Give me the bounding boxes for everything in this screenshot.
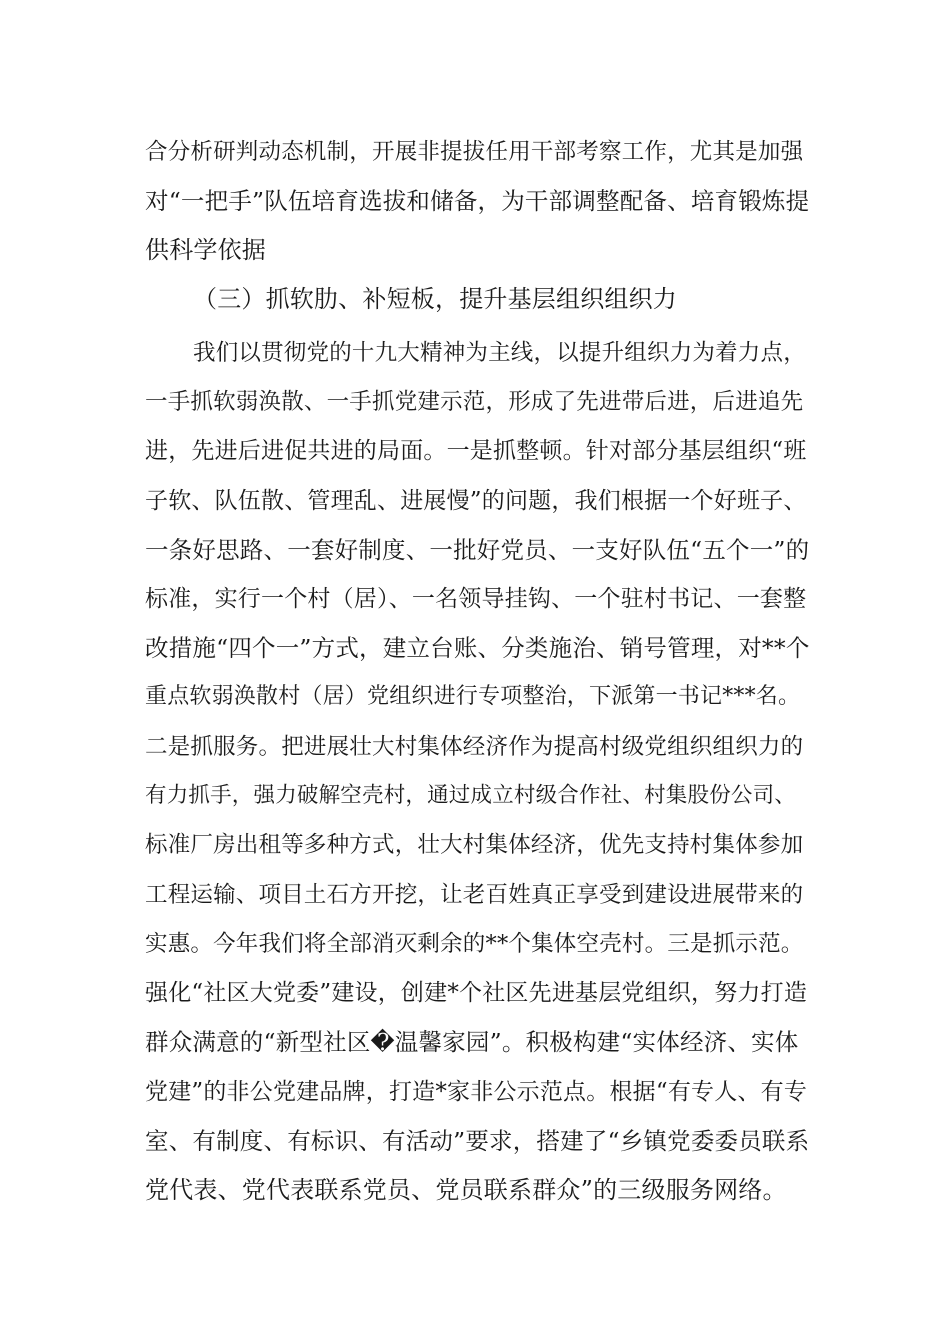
text-line-21: 室、有制度、有标识、有活动”要求，搭建了“乡镇党委委员联系 (145, 1127, 810, 1155)
text-line-12: 重点软弱涣散村（居）党组织进行专项整治，下派第一书记***名。 (145, 684, 801, 709)
text-line-6: 一手抓软弱涣散、一手抓党建示范，形成了先进带后进，后进追先 (145, 389, 804, 415)
text-line-11: 改措施“四个一”方式，建立台账、分类施治、销号管理，对**个 (145, 634, 810, 662)
text-line-13: 二是抓服务。把进展壮大村集体经济作为提高村级党组织组织力的 (145, 734, 804, 760)
text-line-10: 标准，实行一个村（居）、一名领导挂钩、一个驻村书记、一套整 (145, 586, 807, 612)
text-line-19: 群众满意的“新型社区�温馨家园”。积极构建“实体经济、实体 (145, 1028, 799, 1056)
text-line-18: 强化“社区大党委”建设，创建*个社区先进基层党组织，努力打造 (145, 980, 808, 1006)
section-heading: （三）抓软肋、补短板，提升基层组织组织力 (193, 285, 677, 313)
text-line-8: 子软、队伍散、管理乱、进展慢”的问题，我们根据一个好班子、 (145, 488, 807, 514)
text-line-3: 供科学依据 (145, 236, 266, 264)
text-line-17: 实惠。今年我们将全部消灭剩余的**个集体空壳村。三是抓示范。 (145, 931, 804, 957)
text-line-20: 党建”的非公党建品牌，打造*家非公示范点。根据“有专人、有专 (145, 1079, 808, 1105)
text-line-2: 对“一把手”队伍培育选拔和储备，为干部调整配备、培育锻炼提 (145, 187, 810, 215)
text-line-16: 工程运输、项目土石方开挖，让老百姓真正享受到建设进展带来的 (145, 882, 804, 908)
text-line-9: 一条好思路、一套好制度、一批好党员、一支好队伍“五个一”的 (145, 536, 810, 564)
text-line-1: 合分析研判动态机制，开展非提拔任用干部考察工作，尤其是加强 (145, 139, 804, 165)
text-line-5: 我们以贯彻党的十九大精神为主线，以提升组织力为着力点， (193, 340, 806, 366)
text-line-22: 党代表、党代表联系党员、党员联系群众”的三级服务网络。 (145, 1176, 787, 1204)
text-line-15: 标准厂房出租等多种方式，壮大村集体经济，优先支持村集体参加 (145, 832, 804, 858)
text-line-14: 有力抓手，强力破解空壳村，通过成立村级合作社、村集股份公司、 (145, 783, 797, 808)
text-line-7: 进，先进后进促共进的局面。一是抓整顿。针对部分基层组织“班 (145, 438, 807, 464)
